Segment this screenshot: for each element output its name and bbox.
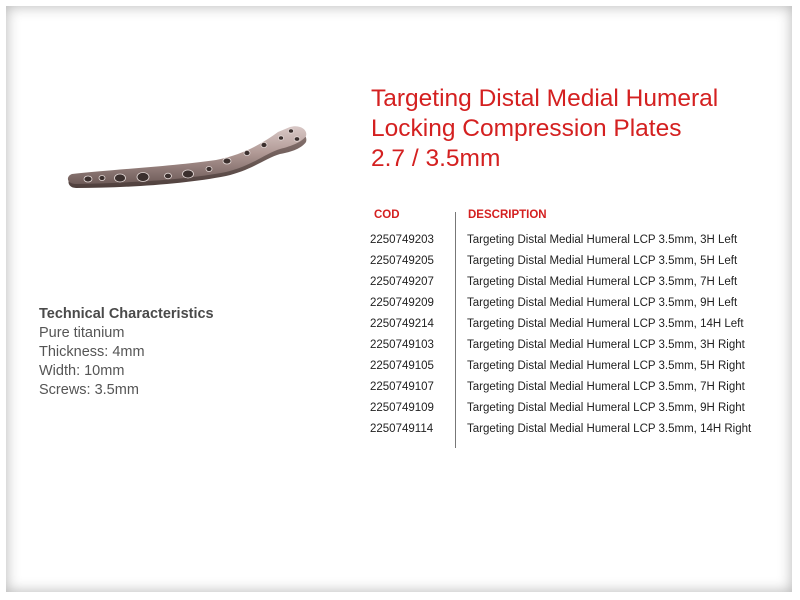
product-title xyxy=(371,84,781,174)
table-row xyxy=(370,297,780,318)
row-description: Targeting Distal Medial Humeral LCP 3.5mm, 3H Right xyxy=(467,339,745,351)
table-row xyxy=(370,234,780,255)
product-title-line: Locking Compression Plates xyxy=(371,115,682,142)
table-row xyxy=(370,318,780,339)
row-description: Targeting Distal Medial Humeral LCP 3.5mm, 3H Left xyxy=(467,234,738,246)
table-row xyxy=(370,423,780,444)
spec-thickness: Thickness: 4mm xyxy=(39,344,145,360)
table-row xyxy=(370,360,780,381)
row-code: 2250749205 xyxy=(370,255,434,267)
table-row xyxy=(370,339,780,360)
header-code: COD xyxy=(374,209,400,221)
technical-characteristics xyxy=(39,305,214,400)
table-row xyxy=(370,276,780,297)
row-description: Targeting Distal Medial Humeral LCP 3.5mm, 5H Left xyxy=(467,255,738,267)
spec-width: Width: 10mm xyxy=(39,363,125,379)
row-code: 2250749203 xyxy=(370,234,434,246)
row-code: 2250749109 xyxy=(370,402,434,414)
row-code: 2250749103 xyxy=(370,339,434,351)
row-description: Targeting Distal Medial Humeral LCP 3.5mm, 5H Right xyxy=(467,360,745,372)
product-title-line: 2.7 / 3.5mm xyxy=(371,145,501,172)
row-description: Targeting Distal Medial Humeral LCP 3.5mm, 9H Left xyxy=(467,297,738,309)
bone-plate-image xyxy=(66,118,310,196)
table-row xyxy=(370,381,780,402)
spec-screws: Screws: 3.5mm xyxy=(39,382,139,398)
row-description: Targeting Distal Medial Humeral LCP 3.5mm, 7H Left xyxy=(467,276,738,288)
row-code: 2250749105 xyxy=(370,360,434,372)
header-description: DESCRIPTION xyxy=(468,209,547,221)
row-code: 2250749114 xyxy=(370,423,434,435)
row-code: 2250749107 xyxy=(370,381,434,393)
product-table xyxy=(370,208,780,444)
table-header xyxy=(370,208,780,228)
row-code: 2250749207 xyxy=(370,276,434,288)
spec-material: Pure titanium xyxy=(39,325,125,341)
row-code: 2250749209 xyxy=(370,297,434,309)
technical-heading: Technical Characteristics xyxy=(39,306,214,322)
row-description: Targeting Distal Medial Humeral LCP 3.5mm, 14H Right xyxy=(467,423,752,435)
row-description: Targeting Distal Medial Humeral LCP 3.5mm, 14H Left xyxy=(467,318,744,330)
table-row xyxy=(370,402,780,423)
row-code: 2250749214 xyxy=(370,318,434,330)
row-description: Targeting Distal Medial Humeral LCP 3.5mm, 9H Right xyxy=(467,402,745,414)
table-body xyxy=(370,234,780,444)
product-title-line: Targeting Distal Medial Humeral xyxy=(371,85,719,112)
table-row xyxy=(370,255,780,276)
row-description: Targeting Distal Medial Humeral LCP 3.5mm, 7H Right xyxy=(467,381,745,393)
